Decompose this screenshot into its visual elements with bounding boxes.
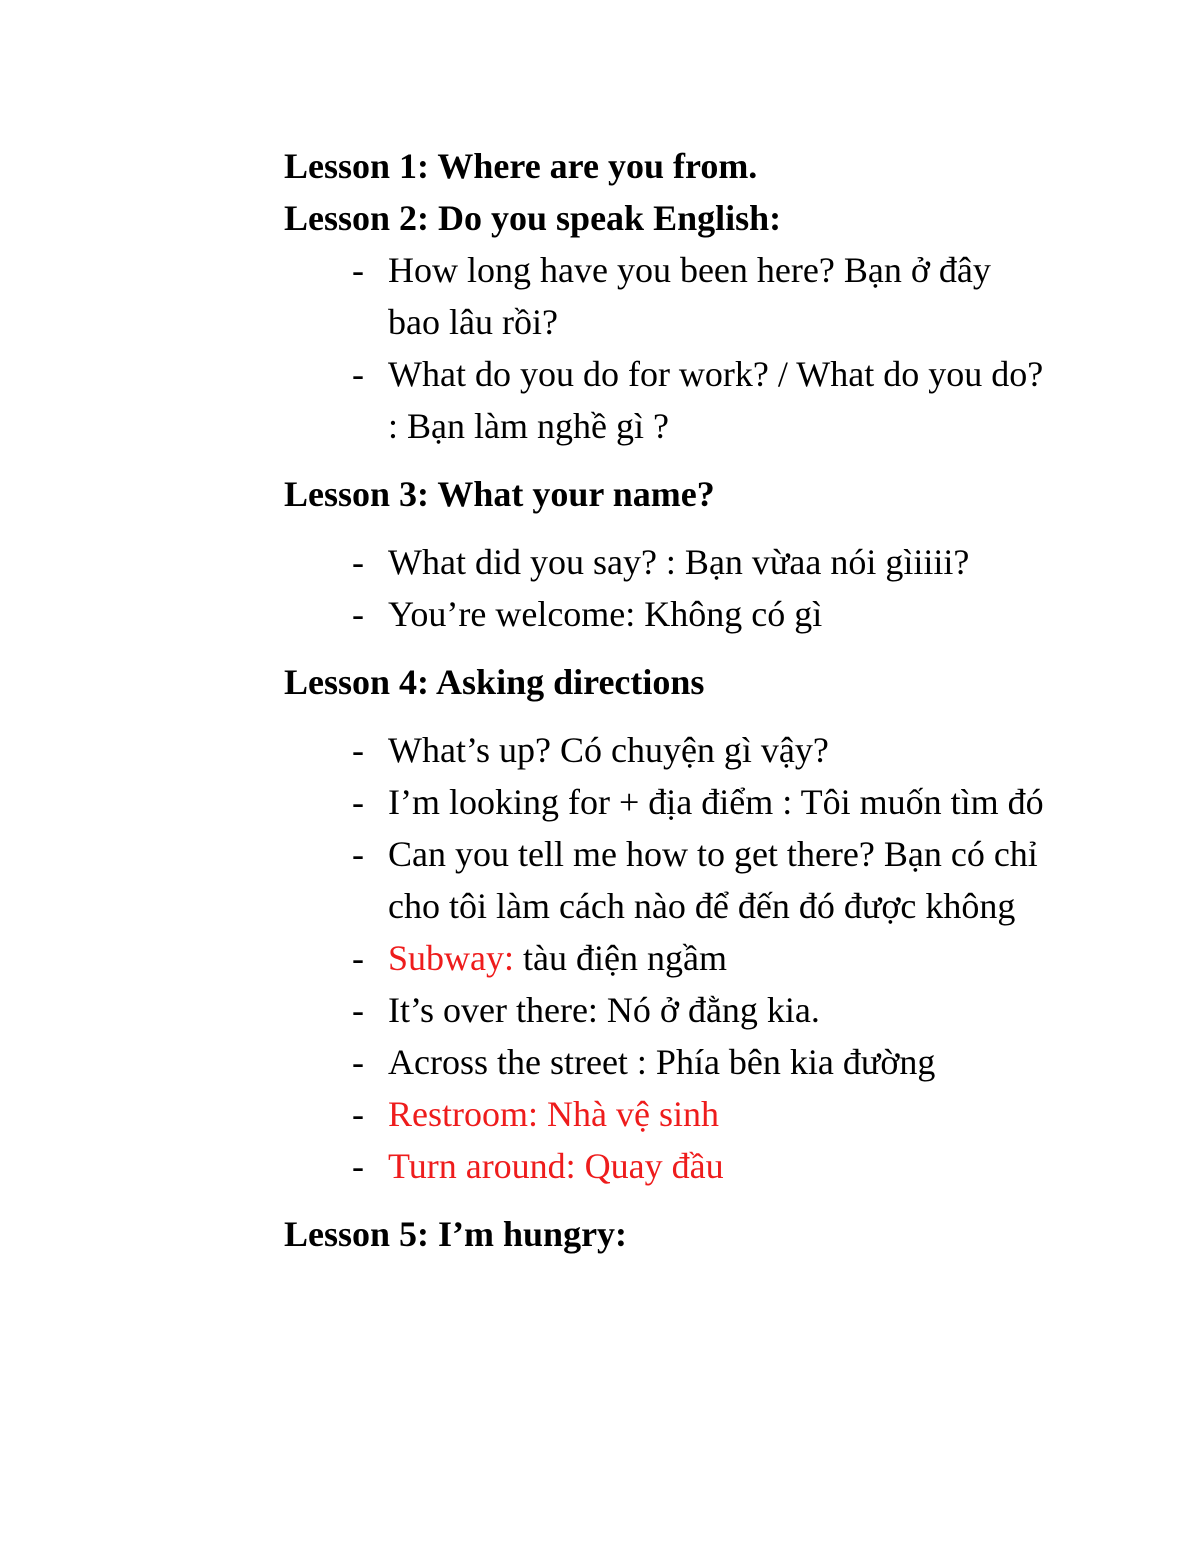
highlighted-term: Subway: [388, 938, 514, 978]
bullet-dash: - [352, 1042, 364, 1082]
lesson-4-heading: Lesson 4: Asking directions [284, 662, 705, 702]
list-item [284, 1036, 1084, 1088]
list-item [284, 984, 1084, 1036]
list-item-text: What do you do for work? / What do you do? : Bạn làm nghề gì ? [388, 354, 1044, 446]
bullet-dash: - [352, 834, 364, 874]
lesson-4-list [284, 724, 1084, 1192]
list-item [284, 1088, 1084, 1140]
bullet-dash: - [352, 782, 364, 822]
lesson-2-heading: Lesson 2: Do you speak English: [284, 198, 782, 238]
lesson-3-list [284, 536, 1084, 640]
bullet-dash: - [352, 938, 364, 978]
list-item [284, 828, 1048, 932]
bullet-dash: - [352, 354, 364, 394]
list-item [284, 932, 1084, 984]
list-item-text: Can you tell me how to get there? Bạn có chỉ cho tôi làm cách nào để đến đó được không [388, 834, 1038, 926]
lesson-5-heading: Lesson 5: I’m hungry: [284, 1214, 628, 1254]
list-item-text: What did you say? : Bạn vừaa nói gìiiii? [388, 542, 970, 582]
list-item [284, 244, 1048, 348]
bullet-dash: - [352, 990, 364, 1030]
list-item [284, 588, 1084, 640]
list-item [284, 348, 1048, 452]
bullet-dash: - [352, 730, 364, 770]
list-item [284, 536, 1084, 588]
list-item-text: tàu điện ngầm [514, 938, 727, 978]
bullet-dash: - [352, 542, 364, 582]
bullet-dash: - [352, 1146, 364, 1186]
bullet-dash: - [352, 250, 364, 290]
lesson-3-heading: Lesson 3: What your name? [284, 474, 715, 514]
document-content [284, 140, 1084, 1260]
bullet-dash: - [352, 1094, 364, 1134]
list-item-text: I’m looking for + địa điểm : Tôi muốn tìm đó [388, 782, 1044, 822]
list-item-text: What’s up? Có chuyện gì vậy? [388, 730, 829, 770]
list-item-text: How long have you been here? Bạn ở đây bao lâu rồi? [388, 250, 991, 342]
list-item [284, 776, 1068, 828]
lesson-1-heading: Lesson 1: Where are you from. [284, 146, 758, 186]
highlighted-term: Turn around: Quay đầu [388, 1146, 724, 1186]
list-item-text: It’s over there: Nó ở đằng kia. [388, 990, 820, 1030]
list-item-text: Across the street : Phía bên kia đường [388, 1042, 936, 1082]
list-item [284, 724, 1084, 776]
bullet-dash: - [352, 594, 364, 634]
list-item-text: You’re welcome: Không có gì [388, 594, 823, 634]
list-item [284, 1140, 1084, 1192]
highlighted-term: Restroom: Nhà vệ sinh [388, 1094, 719, 1134]
lesson-2-list [284, 244, 1084, 452]
